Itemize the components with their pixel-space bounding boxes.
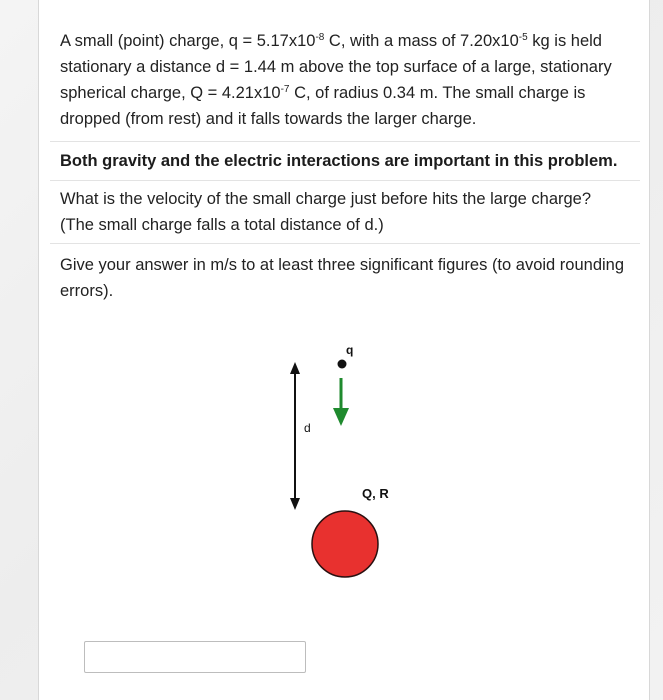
distance-label: d bbox=[304, 421, 311, 435]
answer-instructions: Give your answer in m/s to at least three significant figures (to avoid rounding errors). bbox=[60, 256, 625, 300]
small-charge-dot bbox=[338, 360, 347, 369]
exponent-q: -8 bbox=[315, 32, 325, 43]
divider bbox=[50, 180, 640, 181]
problem-text-part4: C, of radius 0.34 m. The small charge is dropped (from rest) and it falls towards the larger charge. bbox=[60, 84, 586, 128]
charge-diagram bbox=[270, 330, 410, 590]
problem-text-part2: C, with a mass of 7.20x10 bbox=[324, 32, 519, 50]
small-charge-label: q bbox=[346, 343, 354, 357]
problem-text-part1: A small (point) charge, q = 5.17x10 bbox=[60, 32, 316, 50]
exponent-Q: -7 bbox=[280, 84, 290, 95]
exponent-mass: -5 bbox=[518, 32, 528, 43]
divider bbox=[50, 243, 640, 244]
answer-input[interactable] bbox=[84, 641, 306, 673]
distance-arrow-up-icon bbox=[290, 362, 300, 374]
divider bbox=[50, 141, 640, 142]
question-prompt: What is the velocity of the small charge just before hits the large charge? (The small charge falls a total distance of d.) bbox=[60, 190, 592, 234]
fall-arrow-head-icon bbox=[333, 408, 349, 426]
sphere-label: Q, R bbox=[362, 486, 389, 501]
distance-arrow-down-icon bbox=[290, 498, 300, 510]
problem-text-part3: kg is held stationary a distance d = 1.44 m above the top surface of a large, stationary spherical charge, Q = 4.21x10 bbox=[60, 32, 612, 102]
large-sphere bbox=[312, 511, 378, 577]
problem-statement bbox=[60, 28, 625, 132]
emphasis-note: Both gravity and the electric interactions are important in this problem. bbox=[60, 152, 618, 170]
diagram-svg bbox=[270, 330, 410, 590]
